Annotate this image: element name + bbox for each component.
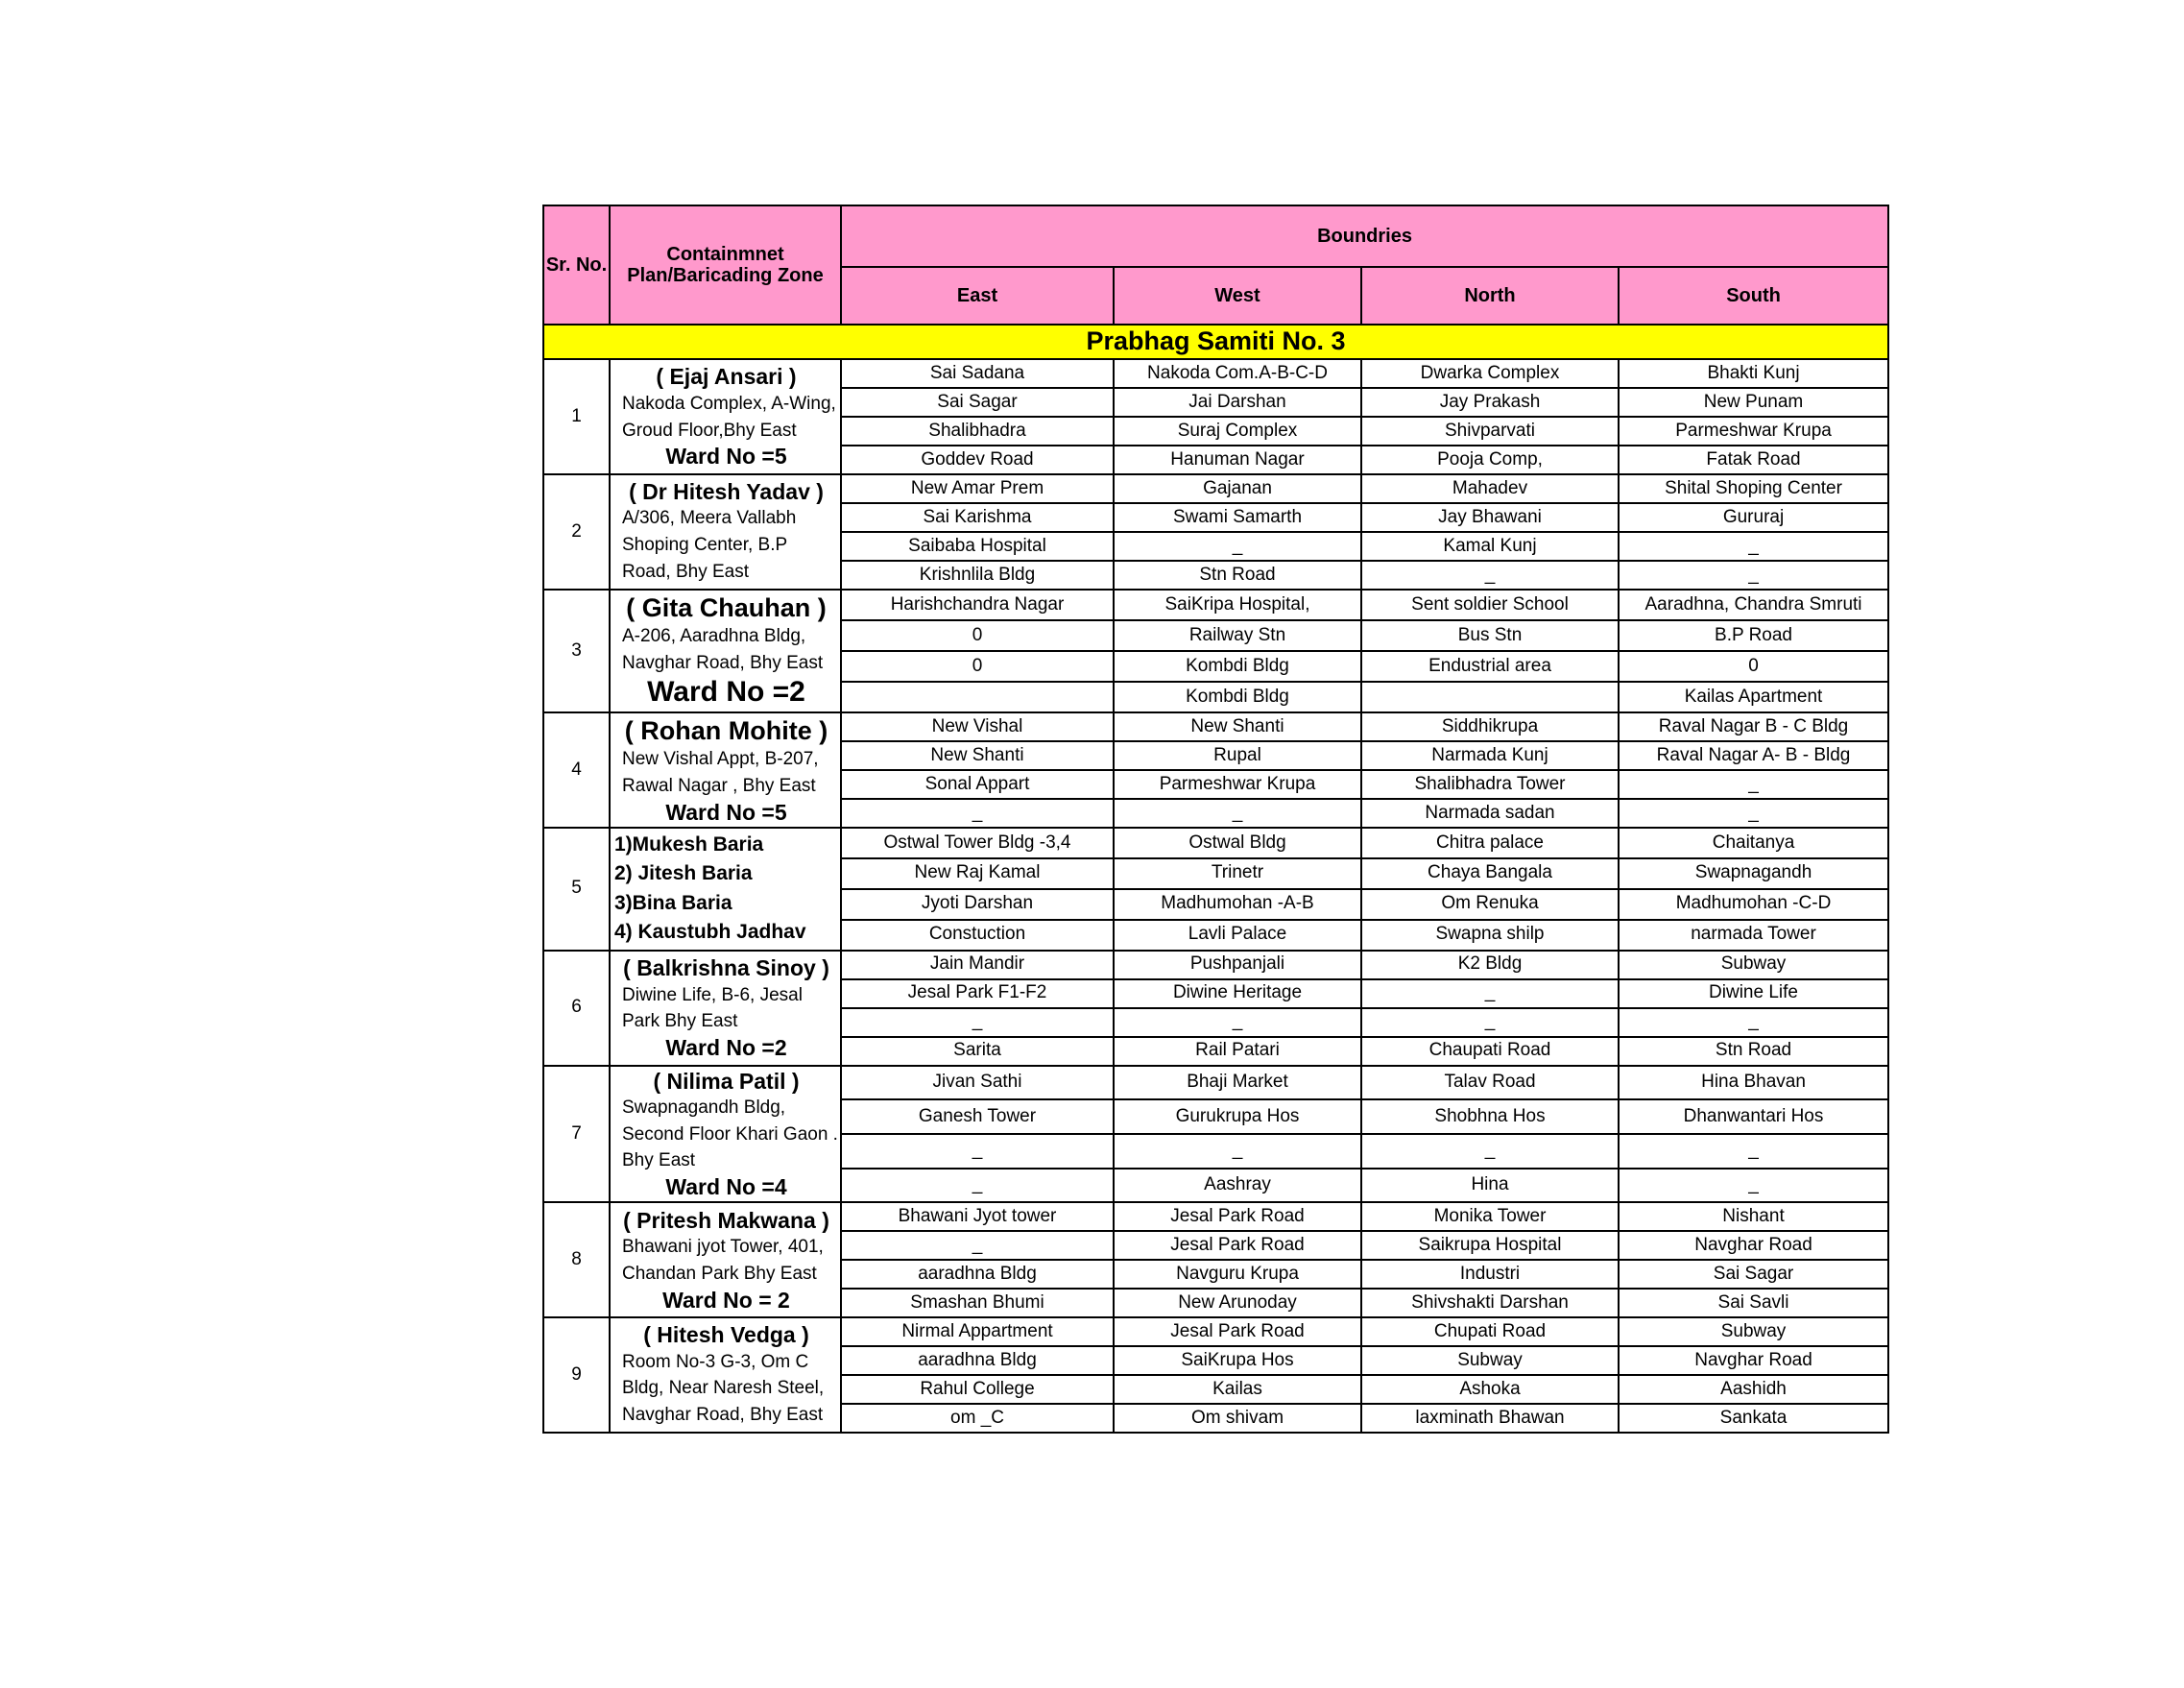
boundary-north-cell: Hina (1361, 1169, 1619, 1203)
boundary-east-cell: Saibaba Hospital (841, 532, 1114, 561)
boundary-north-cell: Monika Tower (1361, 1202, 1619, 1231)
boundary-south-cell: Fatak Road (1619, 446, 1888, 474)
boundary-north-cell: Jay Bhawani (1361, 503, 1619, 532)
boundary-east-cell: _ (841, 799, 1114, 828)
boundary-west-cell: Lavli Palace (1114, 920, 1361, 951)
boundary-east-cell: 0 (841, 620, 1114, 651)
boundary-north-cell: _ (1361, 979, 1619, 1008)
boundary-east-cell: Sai Sadana (841, 359, 1114, 388)
boundary-north-cell: Sent soldier School (1361, 590, 1619, 620)
boundary-east-cell: _ (841, 1169, 1114, 1203)
zone-cell (610, 828, 841, 951)
sr-no-cell: 9 (543, 1317, 610, 1433)
boundary-south-cell: Navghar Road (1619, 1231, 1888, 1260)
boundary-north-cell: Kamal Kunj (1361, 532, 1619, 561)
boundary-west-cell: SaiKripa Hospital, (1114, 590, 1361, 620)
header-west: West (1114, 267, 1361, 325)
boundary-west-cell: Rupal (1114, 741, 1361, 770)
boundary-south-cell: B.P Road (1619, 620, 1888, 651)
boundary-east-cell: 0 (841, 651, 1114, 682)
boundary-west-cell: Jesal Park Road (1114, 1317, 1361, 1346)
boundary-east-cell: New Amar Prem (841, 474, 1114, 503)
zone-ward-no: Ward No =5 (665, 799, 787, 825)
boundary-south-cell: Nishant (1619, 1202, 1888, 1231)
zone-address: Nakoda Complex, A-Wing, Groud Floor,Bhy East (622, 394, 836, 441)
boundary-east-cell: Smashan Bhumi (841, 1289, 1114, 1317)
boundary-west-cell: New Shanti (1114, 712, 1361, 741)
boundary-south-cell: Diwine Life (1619, 979, 1888, 1008)
zone-person-name: ( Nilima Patil ) (653, 1068, 800, 1094)
boundary-north-cell: Pooja Comp, (1361, 446, 1619, 474)
zone-address: A/306, Meera Vallabh Shoping Center, B.P Road, Bhy East (622, 508, 797, 582)
boundary-west-cell: Kailas (1114, 1375, 1361, 1404)
table-row (543, 712, 1888, 741)
boundary-west-cell: Bhaji Market (1114, 1066, 1361, 1100)
boundary-north-cell: laxminath Bhawan (1361, 1404, 1619, 1433)
zone-person: 1)Mukesh Baria (614, 832, 764, 856)
boundary-west-cell: Trinetr (1114, 858, 1361, 889)
boundary-south-cell: _ (1619, 1134, 1888, 1169)
boundary-north-cell: Dwarka Complex (1361, 359, 1619, 388)
boundary-south-cell: _ (1619, 532, 1888, 561)
zone-person-name: ( Ejaj Ansari ) (656, 364, 797, 390)
zone-ward-no: Ward No =2 (647, 676, 805, 709)
boundary-north-cell: Mahadev (1361, 474, 1619, 503)
boundary-east-cell: Rahul College (841, 1375, 1114, 1404)
zone-cell (610, 1066, 841, 1203)
boundary-west-cell: Madhumohan -A-B (1114, 889, 1361, 920)
boundary-south-cell: Aaradhna, Chandra Smruti (1619, 590, 1888, 620)
boundary-west-cell: Hanuman Nagar (1114, 446, 1361, 474)
boundary-east-cell: om _C (841, 1404, 1114, 1433)
boundary-south-cell: Hina Bhavan (1619, 1066, 1888, 1100)
boundary-east-cell: Ganesh Tower (841, 1099, 1114, 1134)
table-row (543, 1202, 1888, 1231)
boundary-west-cell: Om shivam (1114, 1404, 1361, 1433)
boundary-north-cell: Industri (1361, 1260, 1619, 1289)
boundary-east-cell: aaradhna Bldg (841, 1260, 1114, 1289)
boundary-south-cell: Subway (1619, 951, 1888, 979)
boundary-west-cell: _ (1114, 1134, 1361, 1169)
boundary-west-cell: Suraj Complex (1114, 417, 1361, 446)
sr-no-cell: 8 (543, 1202, 610, 1317)
boundary-south-cell: _ (1619, 770, 1888, 799)
boundary-north-cell: Chaupati Road (1361, 1037, 1619, 1066)
zone-person-name: ( Pritesh Makwana ) (623, 1207, 829, 1233)
boundary-east-cell: _ (841, 1008, 1114, 1037)
boundary-west-cell: New Arunoday (1114, 1289, 1361, 1317)
table-row (543, 1317, 1888, 1346)
zone-person: 2) Jitesh Baria (614, 862, 753, 885)
boundary-west-cell: Jai Darshan (1114, 388, 1361, 417)
boundary-west-cell: Pushpanjali (1114, 951, 1361, 979)
boundary-south-cell: Aashidh (1619, 1375, 1888, 1404)
boundary-north-cell: Endustrial area (1361, 651, 1619, 682)
zone-cell (610, 1202, 841, 1317)
boundary-south-cell: Shital Shoping Center (1619, 474, 1888, 503)
zone-ward-no: Ward No =2 (665, 1034, 787, 1060)
zone-address: Diwine Life, B-6, Jesal Park Bhy East (622, 984, 803, 1032)
zone-cell (610, 951, 841, 1066)
sr-no-cell: 1 (543, 359, 610, 474)
boundary-east-cell: aaradhna Bldg (841, 1346, 1114, 1375)
boundary-east-cell: New Vishal (841, 712, 1114, 741)
header-north: North (1361, 267, 1619, 325)
boundary-west-cell: Jesal Park Road (1114, 1202, 1361, 1231)
boundary-south-cell: Raval Nagar A- B - Bldg (1619, 741, 1888, 770)
zone-address: Bhawani jyot Tower, 401, Chandan Park Bhy East (622, 1237, 824, 1284)
boundary-north-cell: Swapna shilp (1361, 920, 1619, 951)
zone-address: Swapnagandh Bldg, Second Floor Khari Gaon . Bhy East (622, 1097, 838, 1171)
sr-no-cell: 2 (543, 474, 610, 590)
header-east: East (841, 267, 1114, 325)
boundary-north-cell (1361, 682, 1619, 712)
zone-ward-no: Ward No =5 (665, 444, 787, 470)
boundary-north-cell: Chupati Road (1361, 1317, 1619, 1346)
boundary-north-cell: Talav Road (1361, 1066, 1619, 1100)
zone-person-name: ( Rohan Mohite ) (624, 716, 828, 746)
zone-cell (610, 590, 841, 712)
boundary-west-cell: Aashray (1114, 1169, 1361, 1203)
zone-ward-no: Ward No = 2 (662, 1287, 790, 1313)
sr-no-cell: 6 (543, 951, 610, 1066)
boundary-east-cell: Ostwal Tower Bldg -3,4 (841, 828, 1114, 858)
boundary-west-cell: Navguru Krupa (1114, 1260, 1361, 1289)
boundary-east-cell: Jain Mandir (841, 951, 1114, 979)
zone-ward-no: Ward No =4 (665, 1173, 787, 1199)
boundary-north-cell: _ (1361, 1134, 1619, 1169)
boundary-east-cell: Jyoti Darshan (841, 889, 1114, 920)
prabhag-samiti-title: Prabhag Samiti No. 3 (543, 325, 1888, 359)
boundary-south-cell: Kailas Apartment (1619, 682, 1888, 712)
boundary-north-cell: _ (1361, 1008, 1619, 1037)
boundary-north-cell: K2 Bldg (1361, 951, 1619, 979)
zone-cell (610, 474, 841, 590)
boundary-north-cell: Jay Prakash (1361, 388, 1619, 417)
table-row (543, 828, 1888, 858)
boundary-east-cell: Bhawani Jyot tower (841, 1202, 1114, 1231)
boundary-east-cell: Sonal Appart (841, 770, 1114, 799)
header-south: South (1619, 267, 1888, 325)
boundary-west-cell: Rail Patari (1114, 1037, 1361, 1066)
boundary-south-cell: New Punam (1619, 388, 1888, 417)
boundary-east-cell: Sai Sagar (841, 388, 1114, 417)
table-row (543, 1066, 1888, 1100)
zone-person-name: ( Hitesh Vedga ) (643, 1322, 809, 1348)
sr-no-cell: 4 (543, 712, 610, 828)
boundary-west-cell: Ostwal Bldg (1114, 828, 1361, 858)
boundary-east-cell: Jesal Park F1-F2 (841, 979, 1114, 1008)
boundary-west-cell: Railway Stn (1114, 620, 1361, 651)
header-sr-no: Sr. No. (543, 205, 610, 325)
boundary-north-cell: Om Renuka (1361, 889, 1619, 920)
boundary-west-cell: _ (1114, 532, 1361, 561)
boundary-east-cell: Krishnlila Bldg (841, 561, 1114, 590)
zone-person-name: ( Balkrishna Sinoy ) (623, 955, 829, 981)
table-row (543, 359, 1888, 388)
sr-no-cell: 3 (543, 590, 610, 712)
boundary-east-cell: Shalibhadra (841, 417, 1114, 446)
boundary-east-cell: _ (841, 1134, 1114, 1169)
boundary-east-cell (841, 682, 1114, 712)
boundary-south-cell: Stn Road (1619, 1037, 1888, 1066)
sr-no-cell: 5 (543, 828, 610, 951)
boundary-east-cell: New Shanti (841, 741, 1114, 770)
boundary-west-cell: Jesal Park Road (1114, 1231, 1361, 1260)
boundary-west-cell: _ (1114, 1008, 1361, 1037)
boundary-west-cell: SaiKrupa Hos (1114, 1346, 1361, 1375)
boundary-east-cell: Sarita (841, 1037, 1114, 1066)
containment-zone-sheet (542, 205, 1887, 1434)
boundary-south-cell: Raval Nagar B - C Bldg (1619, 712, 1888, 741)
boundary-west-cell: Nakoda Com.A-B-C-D (1114, 359, 1361, 388)
boundary-north-cell: Narmada Kunj (1361, 741, 1619, 770)
header-zone: Containmnet Plan/Baricading Zone (610, 205, 841, 325)
boundary-south-cell: Dhanwantari Hos (1619, 1099, 1888, 1134)
boundary-east-cell: Goddev Road (841, 446, 1114, 474)
boundary-north-cell: Shalibhadra Tower (1361, 770, 1619, 799)
table-row (543, 590, 1888, 620)
boundary-north-cell: Chitra palace (1361, 828, 1619, 858)
containment-table (542, 205, 1889, 1434)
boundary-west-cell: Kombdi Bldg (1114, 682, 1361, 712)
boundary-west-cell: Swami Samarth (1114, 503, 1361, 532)
boundary-south-cell: Navghar Road (1619, 1346, 1888, 1375)
header-boundaries: Boundries (841, 205, 1888, 267)
table-row (543, 474, 1888, 503)
boundary-north-cell: Chaya Bangala (1361, 858, 1619, 889)
boundary-north-cell: Ashoka (1361, 1375, 1619, 1404)
zone-cell (610, 1317, 841, 1433)
table-row (543, 951, 1888, 979)
boundary-south-cell: Bhakti Kunj (1619, 359, 1888, 388)
boundary-east-cell: Jivan Sathi (841, 1066, 1114, 1100)
boundary-north-cell: Shobhna Hos (1361, 1099, 1619, 1134)
boundary-west-cell: Gurukrupa Hos (1114, 1099, 1361, 1134)
boundary-north-cell: Narmada sadan (1361, 799, 1619, 828)
boundary-south-cell: Gururaj (1619, 503, 1888, 532)
boundary-south-cell: _ (1619, 799, 1888, 828)
boundary-east-cell: New Raj Kamal (841, 858, 1114, 889)
boundary-east-cell: Sai Karishma (841, 503, 1114, 532)
boundary-south-cell: Madhumohan -C-D (1619, 889, 1888, 920)
boundary-north-cell: Shivparvati (1361, 417, 1619, 446)
boundary-south-cell: Sai Sagar (1619, 1260, 1888, 1289)
zone-person-name: ( Gita Chauhan ) (626, 593, 827, 622)
boundary-north-cell: _ (1361, 561, 1619, 590)
boundary-north-cell: Bus Stn (1361, 620, 1619, 651)
boundary-south-cell: Parmeshwar Krupa (1619, 417, 1888, 446)
zone-address: New Vishal Appt, B-207, Rawal Nagar , Bhy East (622, 749, 819, 796)
boundary-south-cell: Sai Savli (1619, 1289, 1888, 1317)
zone-person-name: ( Dr Hitesh Yadav ) (629, 478, 824, 504)
boundary-south-cell: Swapnagandh (1619, 858, 1888, 889)
boundary-south-cell: _ (1619, 561, 1888, 590)
boundary-north-cell: Shivshakti Darshan (1361, 1289, 1619, 1317)
zone-cell (610, 712, 841, 828)
boundary-south-cell: Sankata (1619, 1404, 1888, 1433)
sr-no-cell: 7 (543, 1066, 610, 1203)
boundary-west-cell: Stn Road (1114, 561, 1361, 590)
boundary-south-cell: _ (1619, 1169, 1888, 1203)
boundary-north-cell: Siddhikrupa (1361, 712, 1619, 741)
boundary-south-cell: Subway (1619, 1317, 1888, 1346)
boundary-south-cell: _ (1619, 1008, 1888, 1037)
boundary-south-cell: 0 (1619, 651, 1888, 682)
boundary-south-cell: Chaitanya (1619, 828, 1888, 858)
zone-person: 4) Kaustubh Jadhav (614, 921, 806, 944)
boundary-west-cell: Parmeshwar Krupa (1114, 770, 1361, 799)
zone-address: Room No-3 G-3, Om C Bldg, Near Naresh Steel, Navghar Road, Bhy East (622, 1351, 825, 1425)
zone-cell (610, 359, 841, 474)
boundary-west-cell: Diwine Heritage (1114, 979, 1361, 1008)
zone-address: A-206, Aaradhna Bldg, Navghar Road, Bhy East (622, 626, 824, 673)
boundary-north-cell: Subway (1361, 1346, 1619, 1375)
boundary-south-cell: narmada Tower (1619, 920, 1888, 951)
boundary-west-cell: _ (1114, 799, 1361, 828)
zone-person: 3)Bina Baria (614, 891, 732, 914)
boundary-east-cell: Constuction (841, 920, 1114, 951)
boundary-east-cell: Nirmal Appartment (841, 1317, 1114, 1346)
boundary-north-cell: Saikrupa Hospital (1361, 1231, 1619, 1260)
boundary-west-cell: Kombdi Bldg (1114, 651, 1361, 682)
boundary-west-cell: Gajanan (1114, 474, 1361, 503)
boundary-east-cell: _ (841, 1231, 1114, 1260)
boundary-east-cell: Harishchandra Nagar (841, 590, 1114, 620)
